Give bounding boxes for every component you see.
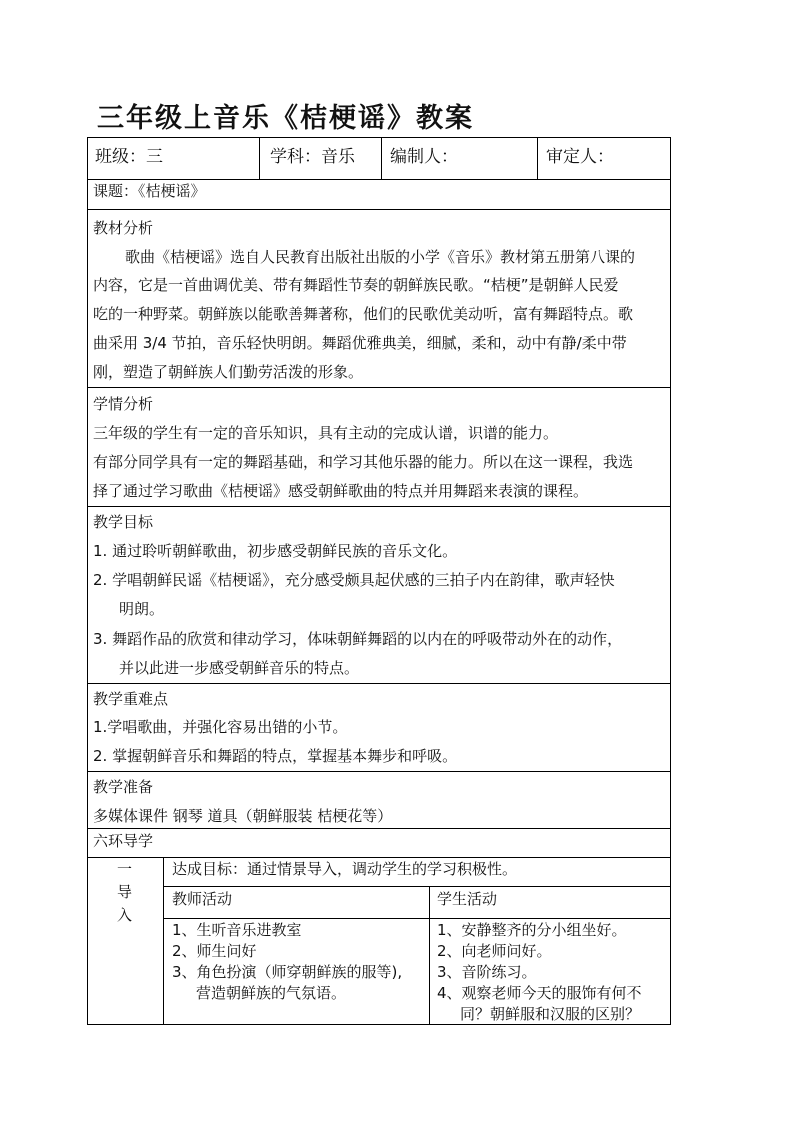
teacher-activity-line: 1、生听音乐进教室 [172, 921, 302, 939]
row-divider [87, 771, 671, 772]
step-label-char: 导 [117, 883, 133, 901]
students-heading: 学情分析 [93, 395, 154, 413]
class-cell: 班级：三 [95, 147, 163, 167]
analysis-line: 歌曲《桔梗谣》选自人民教育出版社出版的小学《音乐》教材第五册第八课的 [125, 248, 636, 266]
student-activity-line: 同？朝鲜服和汉服的区别？ [460, 1005, 641, 1023]
row-divider [87, 506, 671, 507]
col-divider [381, 137, 382, 179]
editor-cell: 编制人： [390, 147, 458, 167]
analysis-line: 刚，塑造了朝鲜族人们勤劳活泼的形象。 [93, 363, 364, 381]
teacher-activity-line: 2、师生问好 [172, 942, 257, 960]
goals-line: 明朗。 [119, 600, 165, 618]
step-label-char: 入 [117, 906, 133, 924]
page-title: 三年级上音乐《桔梗谣》教案 [97, 103, 474, 134]
row-divider [87, 209, 671, 210]
step-label-divider [163, 857, 164, 1025]
goals-line: 3. 舞蹈作品的欣赏和律动学习，体味朝鲜舞蹈的以内在的呼吸带动外在的动作， [93, 630, 623, 648]
student-activity-line: 1、安静整齐的分小组坐好。 [437, 921, 627, 939]
students-line: 择了通过学习歌曲《桔梗谣》感受朝鲜歌曲的特点并用舞蹈来表演的课程。 [93, 482, 589, 500]
col-divider [259, 137, 260, 179]
step-goal: 达成目标：通过情景导入，调动学生的学习积极性。 [172, 860, 518, 878]
subject-cell: 学科：音乐 [270, 147, 355, 167]
key-points-heading: 教学重难点 [93, 690, 169, 708]
goals-line: 1. 通过聆听朝鲜歌曲，初步感受朝鲜民族的音乐文化。 [93, 542, 458, 560]
student-activity-line: 2、向老师问好。 [437, 942, 552, 960]
preparation-heading: 教学准备 [93, 778, 154, 796]
preparation-line: 多媒体课件 钢琴 道具（朝鲜服装 桔梗花等） [93, 807, 393, 825]
teacher-activity-line: 营造朝鲜族的气氛语。 [196, 984, 347, 1002]
student-activity-line: 3、音阶练习。 [437, 963, 537, 981]
row-divider [163, 886, 671, 887]
row-divider [87, 683, 671, 684]
row-divider [87, 387, 671, 388]
analysis-line: 曲采用 3/4 节拍，音乐轻快明朗。舞蹈优雅典美，细腻，柔和，动中有静/柔中带 [93, 334, 627, 352]
topic-line: 课题：《桔梗谣》 [93, 182, 206, 200]
analysis-heading: 教材分析 [93, 219, 154, 237]
teacher-activity-heading: 教师活动 [172, 890, 233, 908]
key-points-line: 2. 掌握朝鲜音乐和舞蹈的特点，掌握基本舞步和呼吸。 [93, 747, 458, 765]
students-line: 三年级的学生有一定的音乐知识，具有主动的完成认谱，识谱的能力。 [93, 424, 559, 442]
col-divider [537, 137, 538, 179]
goals-line: 2. 学唱朝鲜民谣《桔梗谣》，充分感受颇具起伏感的三拍子内在韵律，歌声轻快 [93, 571, 615, 589]
reviewer-cell: 审定人： [546, 147, 614, 167]
goals-heading: 教学目标 [93, 513, 154, 531]
goals-line: 并以此进一步感受朝鲜音乐的特点。 [119, 659, 360, 677]
col-divider [429, 886, 430, 1025]
key-points-line: 1.学唱歌曲，并强化容易出错的小节。 [93, 718, 348, 736]
analysis-line: 内容，它是一首曲调优美、带有舞蹈性节奏的朝鲜族民歌。“桔梗”是朝鲜人民爱 [93, 276, 619, 294]
step-label-char: 一 [117, 860, 133, 878]
six-rings-heading: 六环导学 [93, 832, 154, 850]
analysis-line: 吃的一种野菜。朝鲜族以能歌善舞著称，他们的民歌优美动听，富有舞蹈特点。歌 [93, 305, 634, 323]
row-divider [87, 828, 671, 829]
student-activity-line: 4、观察老师今天的服饰有何不 [437, 984, 642, 1002]
student-activity-heading: 学生活动 [437, 890, 498, 908]
students-line: 有部分同学具有一定的舞蹈基础，和学习其他乐器的能力。所以在这一课程，我选 [93, 453, 634, 471]
teacher-activity-line: 3、角色扮演（师穿朝鲜族的服等), [172, 963, 403, 981]
